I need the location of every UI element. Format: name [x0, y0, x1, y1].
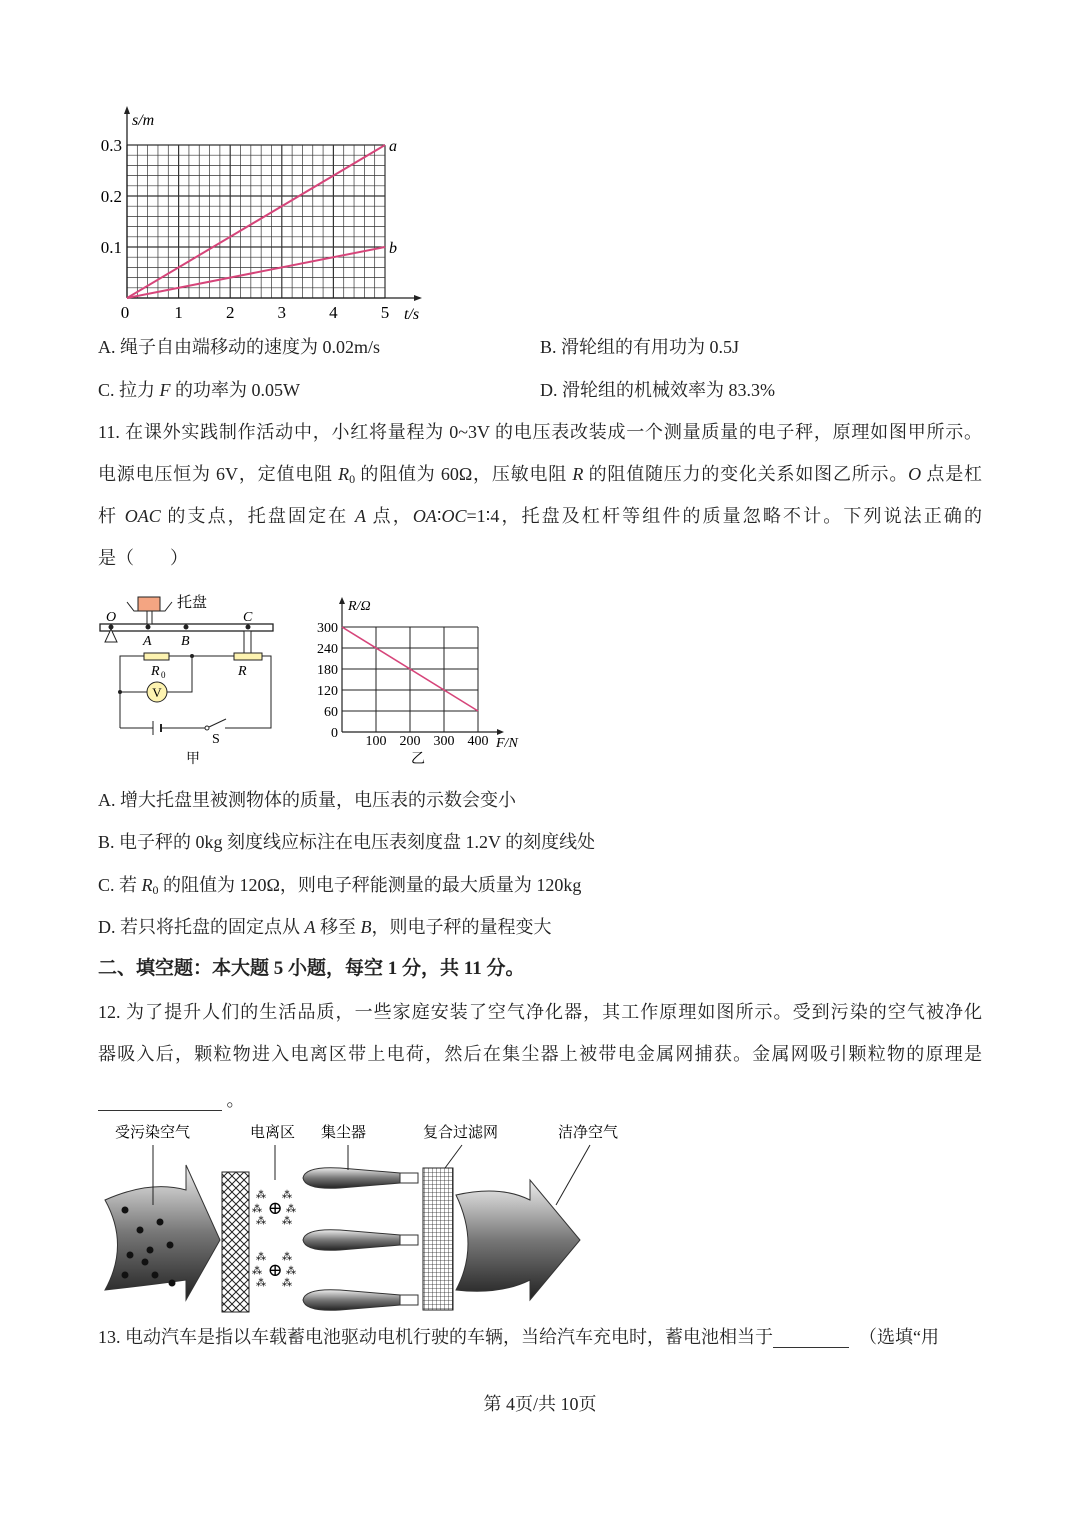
charged-particle: ⁂ [282, 1190, 292, 1201]
x-axis-arrow-icon [414, 295, 422, 301]
y-axis-arrow-icon [124, 106, 130, 114]
series-line-b [127, 247, 385, 298]
point-label-O: O [106, 610, 117, 625]
y-tick-label: 0 [331, 726, 338, 741]
q11-option-a [98, 788, 516, 812]
q13-line [98, 1325, 939, 1349]
text-segment: B. 滑轮组的有用功为 0.5J [540, 337, 740, 357]
text-segment: R [338, 464, 350, 484]
text-segment: 电源电压恒为 6V，定值电阻 [98, 464, 339, 484]
tray-label: 托盘 [177, 595, 208, 611]
voltmeter-label: V [152, 685, 162, 700]
text-segment: 点， [365, 506, 413, 526]
charged-particle: ⁂ [256, 1252, 266, 1263]
text-segment: =1∶4，托盘及杠杆等组件的质量忽略不计。下列说法正确的 [466, 506, 983, 526]
q10-option-a [98, 335, 380, 359]
q11-line [98, 462, 982, 491]
air-purifier-diagram [105, 1123, 618, 1312]
polluted-air-arrow [105, 1165, 220, 1300]
text-segment: 5 [273, 958, 284, 979]
charged-particle: ⁂ [252, 1204, 262, 1215]
x-axis-label: F/N [496, 736, 518, 751]
x-tick-label: 100 [365, 734, 387, 749]
composite-filter [423, 1168, 453, 1310]
text-segment: F [159, 380, 171, 400]
r-f-graph [317, 597, 518, 767]
diagram-label: 电离区 [250, 1125, 296, 1141]
particle [152, 1272, 159, 1279]
text-segment: 的阻值随压力的变化关系如图乙所示。 [583, 464, 909, 484]
dust-collector [303, 1290, 400, 1311]
clean-air-arrow [456, 1180, 580, 1300]
text-segment: 的阻值为 120Ω，则电子秤能测量的最大质量为 120kg [158, 875, 582, 895]
text-segment: R [141, 875, 153, 895]
y-tick-label: 60 [324, 705, 338, 720]
dust-collector [303, 1168, 400, 1189]
switch-label: S [212, 732, 220, 747]
answer-blank[interactable] [98, 1093, 222, 1111]
x-tick-label: 4 [329, 303, 338, 322]
text-segment: 分，共 [397, 958, 464, 979]
r0-subscript: 0 [161, 670, 166, 680]
text-segment: C. 若 [98, 875, 142, 895]
charged-particle: ⁂ [282, 1252, 292, 1263]
circuit-diagram-jia [100, 594, 273, 767]
text-segment: A [304, 917, 316, 937]
leader-line [445, 1145, 462, 1168]
r-resistor [234, 653, 262, 660]
figure-caption: 甲 [186, 752, 200, 767]
particle [122, 1272, 129, 1279]
particle [157, 1219, 164, 1226]
text-segment: 11. 在课外实践制作活动中，小红将量程为 0~3V 的电压表改装成一个测量质量的电子秤，原理如图甲所示。 [98, 422, 982, 442]
q13-text-end: （选填“用 [859, 1327, 939, 1347]
ion-icon: ⊕ [267, 1260, 283, 1280]
q12-answer-line [98, 1088, 245, 1112]
y-tick-label: 240 [317, 642, 338, 657]
x-tick-label: 3 [277, 303, 287, 322]
particle [122, 1207, 129, 1214]
text-segment: B [360, 917, 372, 937]
series-label: a [389, 138, 397, 155]
particle [147, 1247, 154, 1254]
point-label-A: A [143, 634, 152, 649]
text-segment: D. 滑轮组的机械效率为 83.3% [540, 380, 775, 400]
diagram-label: 洁净空气 [558, 1125, 619, 1141]
particle [142, 1259, 149, 1266]
charged-particle: ⁂ [282, 1216, 292, 1227]
text-segment: A [354, 506, 366, 526]
text-segment: OAC [124, 506, 161, 526]
text-segment: 11 [463, 958, 482, 979]
ion-icon: ⊕ [267, 1198, 283, 1218]
text-segment: ，则电子秤的量程变大 [371, 917, 552, 937]
text-segment: A. 绳子自由端移动的速度为 0.02m/s [98, 337, 381, 357]
text-segment: 二、填空题：本大题 [98, 958, 274, 979]
x-tick-label: 300 [433, 734, 455, 749]
series-label: b [389, 240, 397, 257]
leader-line [556, 1145, 590, 1205]
charged-particle: ⁂ [252, 1266, 262, 1277]
charged-particle: ⁂ [286, 1204, 296, 1215]
q10-option-c [98, 378, 300, 402]
switch-icon [209, 719, 226, 727]
diagram-label: 集尘器 [321, 1125, 367, 1141]
q10-option-b [540, 335, 739, 359]
text-segment: D. 若只将托盘的固定点从 [98, 917, 305, 937]
text-segment: O [908, 464, 922, 484]
s-t-graph [101, 106, 422, 323]
figure-caption: 乙 [411, 752, 425, 767]
text-segment: 12. 为了提升人们的生活品质，一些家庭安装了空气净化器，其工作原理如图所示。受到污染的空气被净化 [98, 1002, 982, 1022]
text-segment: 点是杠 [921, 464, 983, 484]
y-axis-label: R/Ω [348, 599, 371, 614]
text-segment: 是（ ） [98, 548, 188, 568]
text-segment: 的支点，托盘固定在 [160, 506, 355, 526]
x-tick-label: 200 [399, 734, 421, 749]
point-label-C: C [243, 610, 253, 625]
x-tick-label: 400 [467, 734, 489, 749]
dust-collector [303, 1230, 400, 1251]
text-segment: A. 增大托盘里被测物体的质量，电压表的示数会变小 [98, 790, 516, 810]
text-segment: 0 [349, 472, 356, 486]
q11-option-d [98, 915, 552, 939]
x-tick-label: 5 [380, 303, 390, 322]
text-segment: OA [412, 506, 437, 526]
section-heading [98, 957, 525, 981]
charged-particle: ⁂ [286, 1266, 296, 1277]
charged-particle: ⁂ [256, 1216, 266, 1227]
y-axis-label: s/m [132, 112, 155, 129]
text-segment: 分。 [481, 958, 525, 979]
x-tick-label: 2 [225, 303, 235, 322]
charged-particle: ⁂ [256, 1190, 266, 1201]
diagram-label: 受污染空气 [115, 1125, 191, 1141]
q11-option-b [98, 830, 595, 854]
text-segment: ∶ [436, 506, 442, 526]
page-footer: 第 4页/共 10页 [483, 1394, 597, 1414]
particle [167, 1242, 174, 1249]
q11-line [98, 420, 982, 444]
y-tick-label: 0.2 [100, 187, 122, 206]
x-axis-label: t/s [404, 306, 420, 323]
text-segment: OC [441, 506, 467, 526]
q11-line [98, 504, 982, 528]
series-line-a [127, 145, 385, 298]
text-segment: 小题，每空 [283, 958, 388, 979]
text-segment: 移至 [315, 917, 361, 937]
text-segment: 的功率为 0.05W [170, 380, 301, 400]
y-tick-label: 300 [317, 621, 338, 636]
x-tick-label: 0 [120, 303, 130, 322]
particle [137, 1227, 144, 1234]
y-tick-label: 0.3 [100, 136, 122, 155]
text-segment: 器吸入后，颗粒物进入电离区带上电荷，然后在集尘器上被带电金属网捕获。金属网吸引颗粒物的原理是 [98, 1044, 982, 1064]
q13-text: 13. 电动汽车是指以车载蓄电池驱动电机行驶的车辆，当给汽车充电时，蓄电池相当于 [98, 1327, 773, 1347]
y-tick-label: 180 [317, 663, 338, 678]
r0-resistor [144, 653, 169, 660]
text-segment: 的阻值为 60Ω，压敏电阻 [355, 464, 573, 484]
q11-option-c [98, 873, 581, 902]
text-segment: R [572, 464, 584, 484]
y-tick-label: 0.1 [100, 238, 122, 257]
y-axis-arrow-icon [339, 597, 345, 604]
particle [169, 1280, 176, 1287]
q10-option-d [540, 378, 775, 402]
q12-line [98, 1042, 982, 1066]
text-segment: 1 [387, 958, 398, 979]
text-segment: B. 电子秤的 0kg 刻度线应标注在电压表刻度盘 1.2V 的刻度线处 [98, 832, 596, 852]
particle [127, 1252, 134, 1259]
text-segment: C. 拉力 [98, 380, 160, 400]
charged-particle: ⁂ [256, 1278, 266, 1289]
charged-particle: ⁂ [282, 1278, 292, 1289]
pre-filter [222, 1172, 249, 1312]
r0-label: R [151, 664, 160, 679]
diagram-label: 复合过滤网 [423, 1125, 499, 1141]
answer-blank[interactable] [773, 1330, 849, 1348]
x-axis-arrow-icon [497, 729, 504, 735]
y-tick-label: 120 [317, 684, 338, 699]
q12-line [98, 1000, 982, 1024]
text-segment: 0 [152, 883, 159, 897]
point-label-R: R [238, 664, 247, 679]
point-label-B: B [181, 634, 190, 649]
period: 。 [226, 1090, 245, 1110]
q11-line [98, 546, 188, 570]
x-tick-label: 1 [174, 303, 183, 322]
text-segment: 杆 [98, 506, 125, 526]
